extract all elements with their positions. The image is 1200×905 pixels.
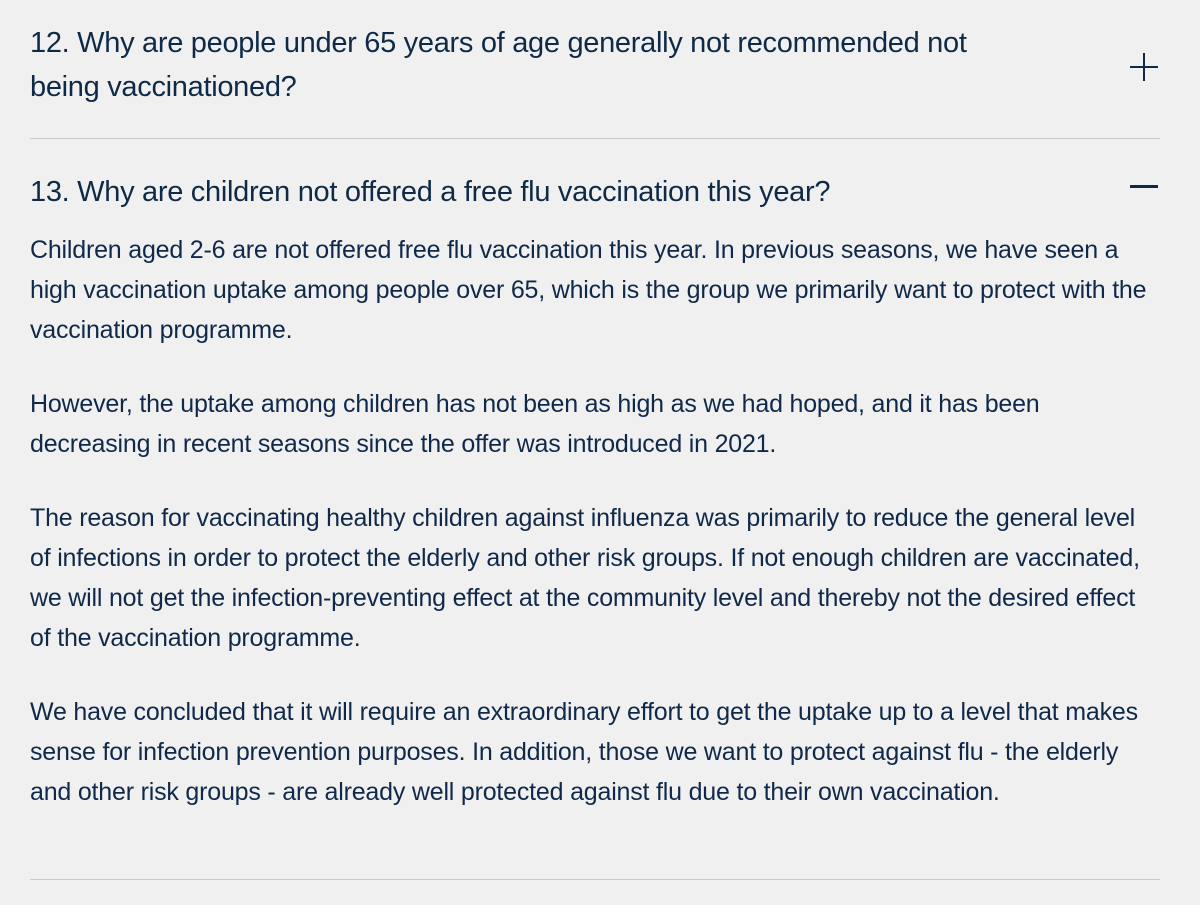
faq-item-12 bbox=[30, 21, 1160, 109]
faq-item-13 bbox=[30, 170, 1160, 846]
answer-paragraph: The reason for vaccinating healthy children against influenza was primarily to reduce the general level of infections in order to protect the elderly and other risk groups. If not enough children are vaccinated, we will not get the infection-preventing effect at the community level and thereby not the desired effect of the vaccination programme. bbox=[30, 504, 1140, 652]
faq-question-13-header[interactable] bbox=[30, 170, 1160, 214]
minus-icon[interactable] bbox=[1130, 171, 1160, 201]
faq-question-12-header[interactable] bbox=[30, 21, 1160, 109]
answer-paragraph: Children aged 2-6 are not offered free flu vaccination this year. In previous seasons, we have seen a high vaccination uptake among people over 65, which is the group we primarily want to protect with the vaccination programme. bbox=[30, 236, 1147, 344]
divider bbox=[30, 138, 1160, 139]
answer-paragraph: However, the uptake among children has not been as high as we had hoped, and it has been decreasing in recent seasons since the offer was introduced in 2021. bbox=[30, 390, 1040, 458]
answer-paragraph: We have concluded that it will require an extraordinary effort to get the uptake up to a level that makes sense for infection prevention purposes. In addition, those we want to protect against flu - the elderly and other risk groups - are already well protected against flu due to their own vaccination. bbox=[30, 698, 1138, 806]
divider bbox=[30, 879, 1160, 880]
faq-answer-13 bbox=[30, 230, 1160, 812]
plus-icon[interactable] bbox=[1130, 52, 1160, 82]
faq-question-12[interactable]: 12. Why are people under 65 years of age generally not recommended not being vaccinationed? bbox=[30, 27, 967, 103]
faq-question-13[interactable]: 13. Why are children not offered a free flu vaccination this year? bbox=[30, 176, 831, 208]
